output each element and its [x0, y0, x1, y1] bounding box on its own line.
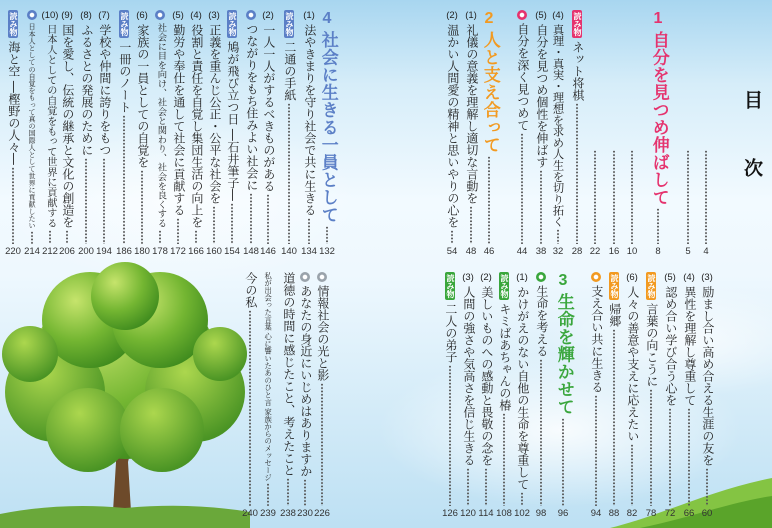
page-number: 102	[514, 508, 530, 519]
page-number: 132	[319, 246, 335, 257]
dot-leader	[483, 468, 489, 506]
entry-number: (1)	[516, 272, 528, 283]
entry-title: 日本人としての自覚をもって真の国際人として世界に貢献したい	[28, 23, 38, 229]
dot-leader	[324, 226, 330, 245]
dot-leader	[10, 167, 16, 244]
entry-title: 人々の善意や支えに応えたい	[625, 286, 640, 442]
entry-title: 情報社会の光と影	[315, 285, 330, 381]
toc-entry	[495, 272, 513, 520]
page-number: 28	[571, 246, 583, 257]
dot-leader	[29, 231, 35, 244]
dot-leader	[101, 158, 107, 244]
toc-entry	[661, 272, 679, 520]
entry-number: (3)	[208, 10, 220, 21]
section-title: 生命を輝かせて	[553, 293, 574, 416]
dot-leader	[593, 395, 599, 506]
entry-number: (9)	[61, 10, 73, 21]
dot-leader	[703, 150, 709, 244]
reading-badge: 読み物	[647, 274, 656, 298]
entry-number: (6)	[626, 272, 638, 283]
entry-title: 言葉の向こうに	[644, 303, 659, 387]
page-number: 8	[655, 246, 661, 257]
entry-title: 認め合い学び合う心を	[663, 286, 678, 406]
dot-leader	[139, 170, 145, 244]
entry-title: 鳩が飛び立つ日 ―石井筆子―	[225, 41, 240, 201]
section-number: 2	[484, 10, 494, 27]
page-number: 96	[557, 508, 569, 519]
dot-leader	[611, 150, 617, 244]
dot-leader	[83, 158, 89, 244]
entry-title: 支え合い共に生きる	[589, 285, 604, 393]
dot-leader	[648, 389, 654, 506]
dot-leader	[285, 478, 291, 506]
toc-entry	[605, 272, 623, 520]
dot-leader	[686, 408, 692, 506]
toc-entry	[441, 272, 459, 520]
page-number: 160	[206, 246, 222, 257]
dot-leader	[319, 383, 325, 506]
entry-title: 日本人としての自覚をもって世界に貢献する	[44, 24, 56, 228]
dot-leader	[306, 218, 312, 244]
entry-title: ふるさとの発展のために	[79, 24, 94, 156]
toc-entry	[642, 272, 660, 520]
page-number: 206	[59, 246, 75, 257]
page-number: 220	[5, 246, 21, 257]
page-number: 32	[552, 246, 564, 257]
toc-entry	[300, 10, 318, 258]
page-number: 94	[590, 508, 602, 519]
entry-title: 家族の一員としての自覚を	[135, 24, 150, 168]
page-number: 166	[188, 246, 204, 257]
page-number: 48	[465, 246, 477, 257]
page-number: 108	[496, 508, 512, 519]
entry-number: (4)	[190, 10, 202, 21]
bullet-icon	[317, 272, 327, 282]
toc-entry	[586, 10, 604, 258]
section-number: 4	[322, 10, 332, 27]
page-number: 226	[314, 508, 330, 519]
toc-entry	[313, 272, 331, 520]
dot-leader	[302, 479, 308, 506]
dot-leader	[629, 444, 635, 506]
section-title: 人と支え合って	[479, 31, 500, 154]
toc-entry	[459, 272, 477, 520]
entry-title: ネット将棋	[570, 41, 585, 101]
toc-entry	[205, 10, 223, 258]
entry-title: 礼儀の意義を理解し適切な言動を	[464, 24, 479, 204]
toc-entry	[58, 10, 76, 258]
page-number: 72	[664, 508, 676, 519]
toc-entry	[23, 10, 41, 258]
page-number: 114	[478, 508, 494, 519]
reading-badge: 読み物	[500, 274, 509, 298]
entry-title: 自分を深く見つめて	[515, 23, 530, 131]
page-number: 126	[442, 508, 458, 519]
page-number: 88	[608, 508, 620, 519]
toc-entry	[477, 272, 495, 520]
toc-entry	[513, 10, 531, 258]
entry-title: 役割と責任を自覚し集団生活の向上を	[189, 24, 204, 228]
page-number: 178	[152, 246, 168, 257]
entry-title: 真理・真実・理想を求め人生を切り拓く	[551, 24, 565, 228]
contents-heading: 目次	[741, 90, 763, 226]
dot-leader	[265, 194, 271, 244]
page-number: 60	[701, 508, 713, 519]
entry-title: 温かい人間愛の精神と思いやりの心を	[445, 24, 460, 228]
toc-entry	[568, 10, 586, 258]
entry-title: 海と空 ―樫野の人々―	[6, 41, 21, 165]
entry-number: (5)	[535, 10, 547, 21]
dot-leader	[592, 150, 598, 244]
reading-badge: 読み物	[610, 274, 619, 298]
entry-number: (2)	[446, 10, 458, 21]
reading-badge: 読み物	[228, 12, 237, 36]
dot-leader	[211, 206, 217, 244]
page-number: 154	[224, 246, 240, 257]
toc-entry	[679, 10, 697, 258]
section-title: 社会に生きる一員として	[317, 31, 338, 224]
toc-entry	[623, 10, 641, 258]
dot-leader	[247, 310, 253, 506]
dot-leader	[519, 492, 525, 506]
dot-leader	[501, 413, 507, 506]
entry-title: 今の私	[243, 272, 258, 308]
page-number: 146	[260, 246, 276, 257]
toc-entry	[532, 272, 550, 520]
entry-title: 励まし合い高め合える生涯の友を	[700, 286, 715, 466]
dot-leader	[449, 230, 455, 244]
reading-badge: 読み物	[9, 12, 18, 36]
entry-number: (5)	[172, 10, 184, 21]
entry-title: 異性を理解し尊重して	[682, 286, 697, 406]
toc-entry	[259, 10, 277, 258]
page-number: 194	[96, 246, 112, 257]
toc-entry	[259, 272, 277, 520]
toc-entry	[680, 272, 698, 520]
dot-leader	[47, 230, 53, 244]
page-number: 54	[446, 246, 458, 257]
toc-entry	[4, 10, 22, 258]
page-number: 120	[460, 508, 476, 519]
toc-entry	[279, 272, 297, 520]
page-number: 172	[170, 246, 186, 257]
dot-leader	[704, 468, 710, 506]
toc-entry	[462, 10, 480, 258]
bullet-icon	[155, 10, 165, 20]
toc-entry	[623, 272, 641, 520]
dot-leader	[629, 150, 635, 244]
entry-title: 帰郷	[607, 303, 622, 327]
page-number: 186	[116, 246, 132, 257]
page-number: 240	[242, 508, 258, 519]
page-number: 200	[78, 246, 94, 257]
entry-title: 一人一人がするべきものがある	[261, 24, 276, 192]
page-number: 140	[281, 246, 297, 257]
toc-entry	[187, 10, 205, 258]
entry-number: (5)	[664, 272, 676, 283]
dot-leader	[286, 103, 292, 244]
dot-leader	[538, 170, 544, 244]
page-number: 212	[42, 246, 58, 257]
section-number: 3	[558, 272, 568, 289]
toc-entry	[151, 10, 169, 258]
entry-title: 学校や仲間に誇りをもつ	[97, 24, 112, 156]
entry-number: (4)	[683, 272, 695, 283]
entry-number: (1)	[465, 10, 477, 21]
dot-leader	[655, 208, 661, 244]
entry-title: かけがえのない自他の生命を尊重して	[515, 286, 530, 490]
page-number: 230	[297, 508, 313, 519]
entry-title: 正義を重んじ公正・公平な社会を	[207, 24, 222, 204]
toc-entry	[296, 272, 314, 520]
toc-entry	[241, 272, 259, 520]
dot-leader	[447, 365, 453, 506]
entry-number: (3)	[701, 272, 713, 283]
entry-title: 社会に目を向け、社会と関わり、社会を良くする	[155, 23, 167, 228]
page-number: 148	[243, 246, 259, 257]
entry-number: (10)	[41, 10, 59, 21]
bullet-icon	[517, 10, 527, 20]
page-number: 16	[608, 246, 620, 257]
entry-title: 人間の強さや気高さを信じ生きる	[461, 286, 476, 466]
toc-entry	[697, 10, 715, 258]
dot-leader	[685, 150, 691, 244]
entry-number: (2)	[480, 272, 492, 283]
dot-leader	[193, 230, 199, 244]
bullet-icon	[591, 272, 601, 282]
page-number: 98	[535, 508, 547, 519]
bullet-icon	[27, 10, 37, 20]
entry-number: (6)	[136, 10, 148, 21]
toc-entry	[280, 10, 298, 258]
toc-entry	[532, 10, 550, 258]
toc-entry	[115, 10, 133, 258]
bullet-icon	[536, 272, 546, 282]
page-number: 134	[301, 246, 317, 257]
page-number: 38	[535, 246, 547, 257]
toc-entry	[698, 272, 716, 520]
toc-entry	[169, 10, 187, 258]
section-title: 自分を見つめ伸ばして	[648, 31, 669, 206]
bullet-icon	[246, 10, 256, 20]
page-number: 5	[685, 246, 691, 257]
section-number: 1	[653, 10, 663, 27]
reading-badge: 読み物	[120, 12, 129, 36]
entry-title: 自分を見つめ個性を伸ばす	[534, 24, 549, 168]
bullet-icon	[300, 272, 310, 282]
entry-number: (8)	[80, 10, 92, 21]
dot-leader	[121, 115, 127, 244]
entry-title: 道徳の時間に感じたこと、考えたこと	[281, 272, 296, 476]
page-number: 238	[280, 508, 296, 519]
page-number: 78	[645, 508, 657, 519]
entry-title: キミばあちゃんの椿	[497, 303, 512, 411]
toc-entry	[223, 10, 241, 258]
dot-leader	[611, 329, 617, 506]
page-number: 4	[703, 246, 709, 257]
entry-number: (4)	[552, 10, 564, 21]
dot-leader	[667, 408, 673, 506]
dot-leader	[265, 483, 271, 506]
entry-title: 二人の弟子	[443, 303, 458, 363]
dot-leader	[538, 359, 544, 506]
entry-title: 私が出会った言葉 心に響いたあのひと言 家族からのメッセージ	[264, 272, 274, 482]
dot-leader	[465, 468, 471, 506]
entry-title: 法やきまりを守り社会で共に生きる	[302, 24, 317, 216]
entry-number: (1)	[303, 10, 315, 21]
entry-title: 勤労や奉仕を通して社会に貢献する	[171, 24, 186, 216]
entry-title: 二通の手紙	[282, 41, 297, 101]
page-number: 82	[626, 508, 638, 519]
reading-badge: 読み物	[573, 12, 582, 36]
dot-leader	[574, 103, 580, 244]
toc-entry	[77, 10, 95, 258]
entry-title: 生命を考える	[534, 285, 549, 357]
dot-leader	[64, 230, 70, 244]
page-number: 180	[134, 246, 150, 257]
dot-leader	[519, 133, 525, 244]
toc-entry	[587, 272, 605, 520]
page-number: 46	[483, 246, 495, 257]
dot-leader	[157, 230, 163, 244]
section-heading	[550, 272, 576, 520]
page-number: 214	[24, 246, 40, 257]
toc-entry	[133, 10, 151, 258]
dot-leader	[468, 206, 474, 244]
page-number: 10	[626, 246, 638, 257]
page-number: 239	[260, 508, 276, 519]
page-number: 22	[589, 246, 601, 257]
entry-number: (7)	[98, 10, 110, 21]
entry-number: (3)	[462, 272, 474, 283]
entry-title: つながりをもち住みよい社会に	[244, 23, 259, 191]
entry-number: (2)	[262, 10, 274, 21]
entry-title: あなたの身近にいじめはありますか	[298, 285, 313, 477]
page-number: 66	[683, 508, 695, 519]
page-number: 44	[516, 246, 528, 257]
dot-leader	[248, 193, 254, 244]
toc-entry	[95, 10, 113, 258]
reading-badge: 読み物	[285, 12, 294, 36]
reading-badge: 読み物	[446, 274, 455, 298]
entry-title: 一冊のノート	[117, 41, 132, 113]
entry-title: 美しいものへの感動と畏敬の念を	[479, 286, 494, 466]
toc-entry	[41, 10, 59, 258]
entry-title: 国を愛し、伝統の継承と文化の創造を	[60, 24, 75, 228]
dot-leader	[229, 203, 235, 244]
dot-leader	[555, 229, 561, 244]
dot-leader	[486, 156, 492, 245]
toc-entry	[242, 10, 260, 258]
toc-entry	[443, 10, 461, 258]
dot-leader	[175, 218, 181, 244]
toc-entry	[549, 10, 567, 258]
toc-entry	[605, 10, 623, 258]
dot-leader	[560, 418, 566, 507]
toc-entry	[513, 272, 531, 520]
section-heading	[645, 10, 671, 258]
